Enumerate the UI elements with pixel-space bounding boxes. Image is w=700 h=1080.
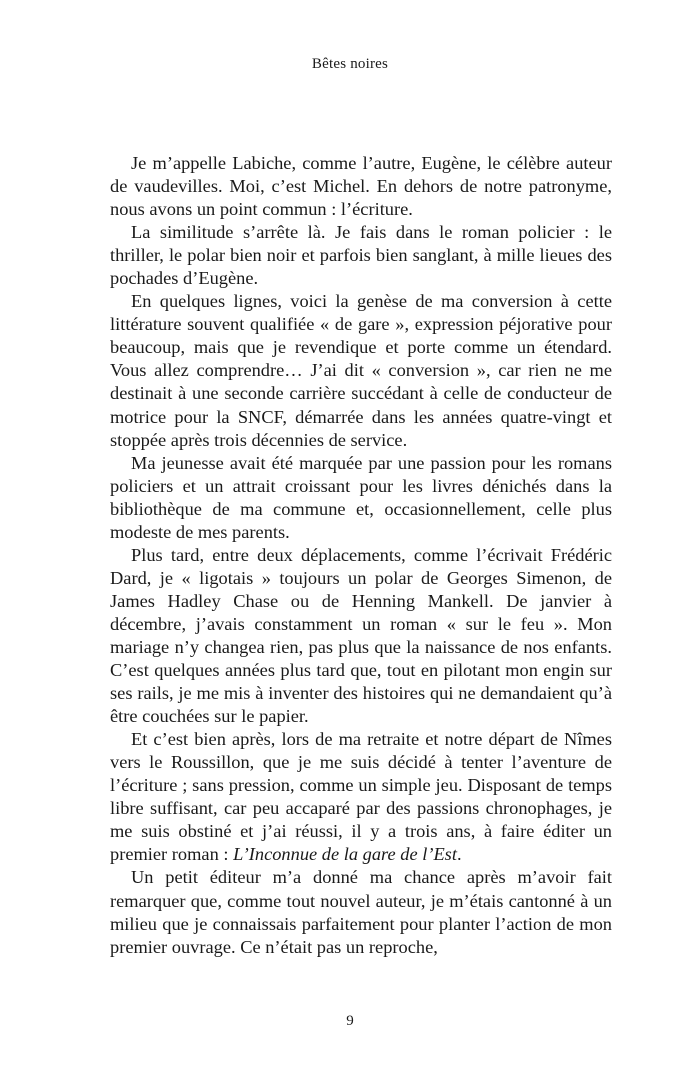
paragraph-5: Plus tard, entre deux déplacements, comme l’écrivait Frédéric Dard, je « ligotais » toujours un polar de Georges Simenon, de James Hadley Chase ou de Henning Mankell. De janvier à décembre, j’avais constamment un roman « sur le feu ». Mon mariage n’y changea rien, pas plus que la naissance de nos enfants. C’est quelques années plus tard que, tout en pilotant mon engin sur ses rails, je me mis à inventer des histoires qui ne demandaient qu’à être couchées sur le papier. xyxy=(110,544,612,727)
paragraph-6 xyxy=(110,728,612,866)
page-number: 9 xyxy=(346,1013,354,1029)
paragraph-6-end: . xyxy=(456,844,462,865)
paragraph-2: La similitude s’arrête là. Je fais dans le roman policier : le thriller, le polar bien noir et parfois bien sanglant, à mille lieues des pochades d’Eugène. xyxy=(110,222,612,289)
body-text xyxy=(110,152,612,959)
paragraph-4: Ma jeunesse avait été marquée par une passion pour les romans policiers et un attrait croissant pour les livres dénichés dans la bibliothèque de ma commune et, occasionnellement, celle plus modeste de mes parents. xyxy=(110,452,612,542)
running-head-title: Bêtes noires xyxy=(311,56,389,72)
book-title-italic: L’Inconnue de la gare de l’Est xyxy=(233,844,457,865)
paragraph-3: En quelques lignes, voici la genèse de ma conversion à cette littérature souvent qualifiée « de gare », expression péjorative pour beaucoup, mais que je revendique et porte comme un étendard. Vous allez comprendre… J’ai dit « conversion », car rien ne me destinait à une seconde carrière succédant à celle de conducteur de motrice pour la SNCF, démarrée dans les années quatre-vingt et stoppée après trois décennies de service. xyxy=(110,291,612,450)
paragraph-7: Un petit éditeur m’a donné ma chance après m’avoir fait remarquer que, comme tout nouvel auteur, je m’étais cantonné à un milieu que je connaissais parfaitement pour planter l’action de mon premier ouvrage. Ce n’était pas un reproche, xyxy=(110,867,612,957)
paragraph-1: Je m’appelle Labiche, comme l’autre, Eugène, le célèbre auteur de vaudevilles. Moi, c’est Michel. En dehors de notre patronyme, nous avons un point commun : l’écriture. xyxy=(110,153,612,220)
paragraph-6-text: Et c’est bien après, lors de ma retraite et notre départ de Nîmes vers le Roussillon, que je me suis décidé à tenter l’aventure de l’écriture ; sans pression, comme un simple jeu. Disposant de temps libre suffisant, car peu accaparé par des passions chronophages, je me suis obstiné et j’ai réussi, il y a trois ans, à faire éditer un premier roman : xyxy=(110,729,612,865)
